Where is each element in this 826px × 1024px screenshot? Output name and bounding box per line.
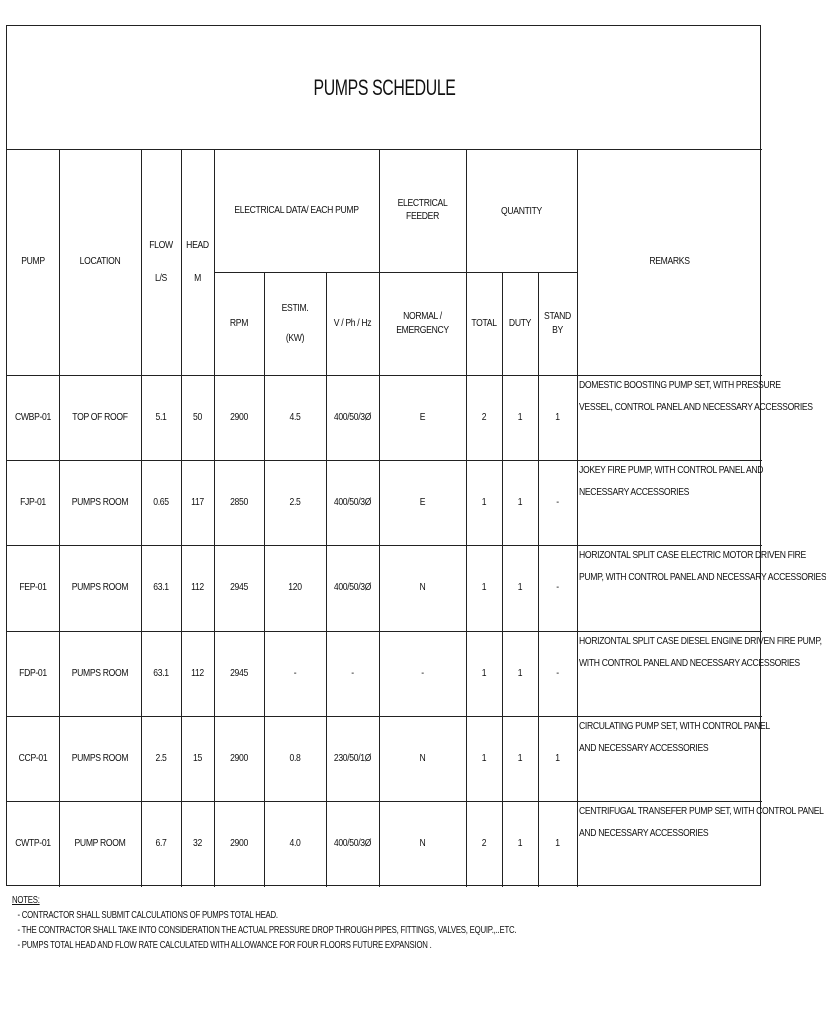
cell-remarks xyxy=(579,545,826,631)
grid-line xyxy=(379,149,380,887)
cell-duty: 1 xyxy=(517,837,523,850)
grid-line xyxy=(538,272,539,887)
schedule-table xyxy=(6,25,826,886)
cell-feeder: N xyxy=(419,581,426,594)
remarks-line: CENTRIFUGAL TRANSEFER PUMP SET, WITH CONTROL PANEL xyxy=(579,805,824,817)
cell-total: 1 xyxy=(481,495,487,508)
remarks-line: WITH CONTROL PANEL AND NECESSARY ACCESSORIES xyxy=(579,656,800,669)
cell-feeder: - xyxy=(421,666,424,679)
header-estim-line: ESTIM. xyxy=(281,302,309,315)
cell-flow: 0.65 xyxy=(153,495,169,508)
cell-duty: 1 xyxy=(517,410,523,423)
cell-duty: 1 xyxy=(517,581,523,594)
header-pump: PUMP xyxy=(21,255,45,268)
cell-flow: 63.1 xyxy=(153,666,169,679)
header-head xyxy=(184,149,211,375)
cell-rpm: 2900 xyxy=(230,410,248,423)
note-item-1: - CONTRACTOR SHALL SUBMIT CALCULATIONS OF PUMPS TOTAL HEAD. xyxy=(17,910,278,921)
cell-remarks xyxy=(579,801,824,887)
remarks-line: DOMESTIC BOOSTING PUMP SET, WITH PRESSURE xyxy=(579,379,781,391)
grid-line xyxy=(264,272,265,887)
cell-feeder: E xyxy=(419,410,426,423)
cell-head: 50 xyxy=(193,410,202,423)
cell-v: - xyxy=(351,666,354,679)
header-head-line: M xyxy=(194,272,201,284)
notes-heading: NOTES: xyxy=(12,895,40,906)
cell-remarks xyxy=(579,631,822,716)
cell-rpm: 2945 xyxy=(230,666,248,679)
cell-feeder: N xyxy=(419,751,426,764)
cell-kw: 2.5 xyxy=(289,495,301,508)
cell-head: 112 xyxy=(191,581,204,594)
cell-v: 230/50/1Ø xyxy=(333,751,372,764)
cell-pump: FDP-01 xyxy=(19,666,47,679)
header-flow xyxy=(145,149,178,375)
grid-line xyxy=(59,149,60,887)
header-remarks: REMARKS xyxy=(649,255,690,268)
cell-pump: CCP-01 xyxy=(18,751,48,764)
remarks-line: AND NECESSARY ACCESSORIES xyxy=(579,826,709,839)
cell-location: PUMPS ROOM xyxy=(71,495,129,508)
header-location: LOCATION xyxy=(79,255,121,268)
cell-head: 117 xyxy=(191,495,204,508)
grid-line xyxy=(181,149,182,887)
cell-remarks xyxy=(579,716,770,801)
note-item-2: - THE CONTRACTOR SHALL TAKE INTO CONSIDERATION THE ACTUAL PRESSURE DROP THROUGH PIPES, FITTINGS, VALVES, EQUIP.,..ETC. xyxy=(17,925,517,936)
cell-rpm: 2850 xyxy=(230,495,248,508)
header-rpm: RPM xyxy=(229,316,249,329)
cell-pump: CWBP-01 xyxy=(14,410,51,423)
cell-kw: - xyxy=(293,666,297,679)
remarks-line: AND NECESSARY ACCESSORIES xyxy=(579,741,709,754)
cell-v: 400/50/3Ø xyxy=(333,410,372,423)
cell-kw: 0.8 xyxy=(289,751,301,764)
cell-flow: 2.5 xyxy=(155,751,167,764)
grid-line xyxy=(214,149,215,887)
grid-line xyxy=(502,272,503,887)
grid-line xyxy=(466,149,467,887)
cell-location: PUMP ROOM xyxy=(74,837,126,850)
cell-standby: 1 xyxy=(555,837,560,850)
cell-duty: 1 xyxy=(517,751,523,764)
grid-line xyxy=(577,149,578,887)
notes-block xyxy=(12,893,516,953)
header-electrical-data: ELECTRICAL DATA/ EACH PUMP xyxy=(234,203,359,216)
cell-location: TOP OF ROOF xyxy=(72,410,128,423)
cell-flow: 63.1 xyxy=(153,581,169,594)
cell-kw: 4.0 xyxy=(289,837,301,850)
cell-feeder: N xyxy=(419,837,426,850)
header-voltage: V / Ph / Hz xyxy=(333,316,372,329)
remarks-line: PUMP, WITH CONTROL PANEL AND NECESSARY ACCESSORIES xyxy=(579,570,826,583)
grid-line xyxy=(326,272,327,887)
header-flow-line: FLOW xyxy=(149,238,173,251)
header-estim-line: (KW) xyxy=(285,331,305,344)
cell-standby: 1 xyxy=(555,410,560,423)
header-total: TOTAL xyxy=(471,316,497,329)
remarks-line: HORIZONTAL SPLIT CASE DIESEL ENGINE DRIVEN FIRE PUMP, xyxy=(579,635,822,647)
cell-location: PUMPS ROOM xyxy=(71,666,129,679)
cell-flow: 6.7 xyxy=(155,837,167,850)
header-normal-emergency: NORMAL / EMERGENCY xyxy=(396,310,449,336)
header-estim xyxy=(270,272,321,375)
cell-v: 400/50/3Ø xyxy=(333,581,372,594)
remarks-line: VESSEL, CONTROL PANEL AND NECESSARY ACCESSORIES xyxy=(579,400,813,413)
cell-v: 400/50/3Ø xyxy=(333,837,372,850)
header-quantity: QUANTITY xyxy=(501,205,542,217)
cell-remarks xyxy=(579,375,813,460)
cell-kw: 4.5 xyxy=(289,410,301,423)
cell-standby: - xyxy=(556,666,559,679)
remarks-line: CIRCULATING PUMP SET, WITH CONTROL PANEL xyxy=(579,720,770,732)
header-electrical-feeder: ELECTRICAL FEEDER xyxy=(397,197,448,223)
note-item-3: - PUMPS TOTAL HEAD AND FLOW RATE CALCULATED WITH ALLOWANCE FOR FOUR FLOORS FUTURE EXPANSION . xyxy=(17,940,432,951)
cell-head: 112 xyxy=(191,666,204,679)
cell-rpm: 2945 xyxy=(230,581,248,594)
cell-head: 15 xyxy=(193,751,202,764)
header-duty: DUTY xyxy=(508,316,532,329)
cell-rpm: 2900 xyxy=(230,837,248,850)
cell-duty: 1 xyxy=(517,666,523,679)
header-flow-line: L/S xyxy=(155,272,167,284)
cell-standby: - xyxy=(556,581,559,594)
cell-location: PUMPS ROOM xyxy=(71,751,129,764)
cell-standby: 1 xyxy=(555,751,560,764)
cell-total: 1 xyxy=(481,581,487,594)
remarks-line: NECESSARY ACCESSORIES xyxy=(579,485,690,498)
page-title: PUMPS SCHEDULE xyxy=(313,74,456,100)
cell-total: 1 xyxy=(481,666,487,679)
cell-rpm: 2900 xyxy=(230,751,248,764)
header-head-line: HEAD xyxy=(186,238,209,251)
cell-pump: FEP-01 xyxy=(19,581,47,594)
cell-head: 32 xyxy=(193,837,202,850)
cell-pump: CWTP-01 xyxy=(15,837,51,850)
cell-total: 2 xyxy=(481,410,487,423)
cell-total: 2 xyxy=(481,837,487,850)
header-standby: STAND BY xyxy=(544,310,571,336)
cell-kw: 120 xyxy=(288,581,302,594)
cell-remarks xyxy=(579,460,762,545)
cell-flow: 5.1 xyxy=(155,410,167,423)
remarks-line: JOKEY FIRE PUMP, WITH CONTROL PANEL AND xyxy=(579,464,764,476)
cell-pump: FJP-01 xyxy=(20,495,46,508)
remarks-line: HORIZONTAL SPLIT CASE ELECTRIC MOTOR DRIVEN FIRE xyxy=(579,549,806,561)
cell-location: PUMPS ROOM xyxy=(71,581,129,594)
cell-total: 1 xyxy=(481,751,487,764)
cell-feeder: E xyxy=(419,495,426,508)
cell-standby: - xyxy=(556,495,559,508)
grid-line xyxy=(141,149,142,887)
cell-v: 400/50/3Ø xyxy=(333,495,372,508)
cell-duty: 1 xyxy=(517,495,523,508)
